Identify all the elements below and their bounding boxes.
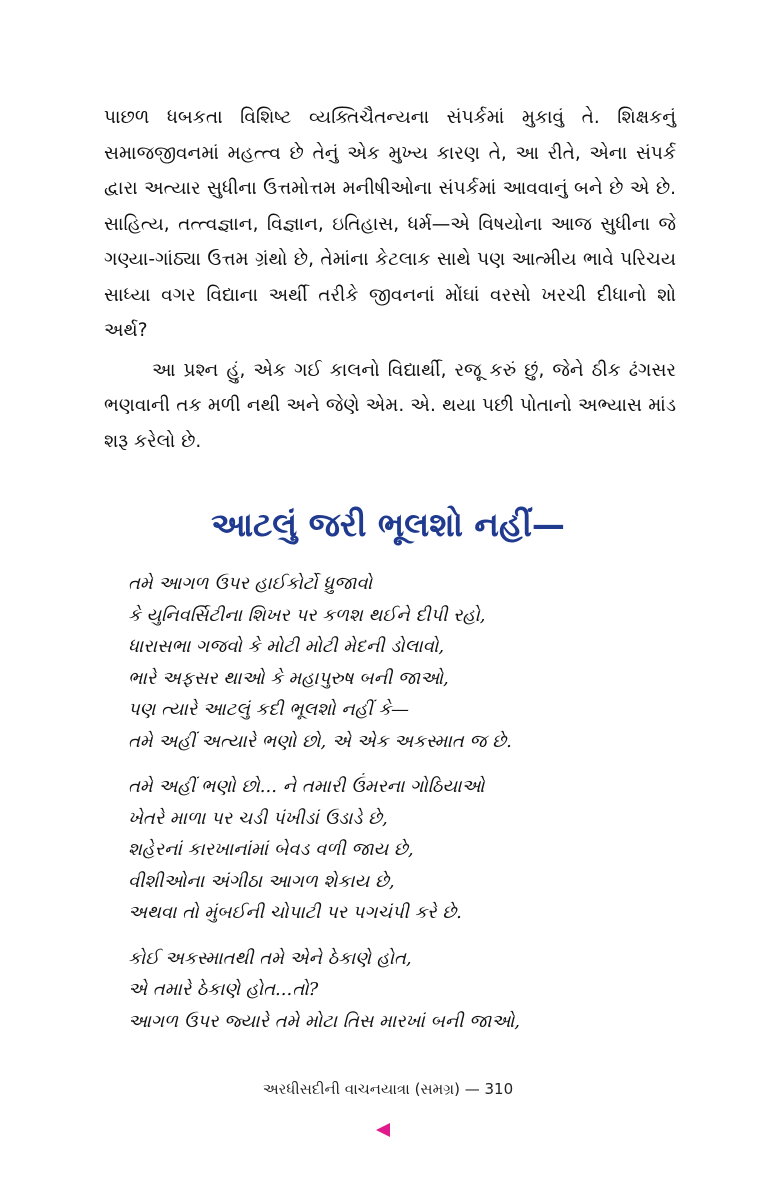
poem-line: ધારાસભા ગજવો કે મોટી મોટી મેદની ડોલાવો, [128, 636, 445, 657]
poem-stanza [128, 943, 688, 1038]
poem-line: આગળ ઉપર જ્યારે તમે મોટા તિસ મારખાં બની જાઓ, [128, 1010, 520, 1032]
poem-line: કોઈ અકસ્માતથી તમે એને ઠેકાણે હોત, [128, 947, 412, 969]
triangle-left-icon[interactable] [376, 1123, 390, 1137]
poem-line: કે યુનિવર્સિટીના શિખર પર કળશ થઈને દીપી રહો, [128, 604, 486, 626]
poem-line: તમે અહીં ભણો છો... ને તમારી ઉંમરના ગોઠિયાઓ [128, 776, 485, 797]
poem-line: ખેતરે માળા પર ચડી પંખીડાં ઉડાડે છે, [128, 807, 388, 829]
poem-line: અથવા તો મુંબઈની ચોપાટી પર પગચંપી કરે છે. [128, 902, 462, 923]
poem-line: શહેરનાં કારખાનાંમાં બેવડ વળી જાય છે, [128, 839, 414, 860]
body-text [104, 100, 676, 459]
poem [128, 568, 688, 1051]
poem-title: આટલું જરી ભૂલશો નહીં— [211, 505, 565, 544]
poem-stanza [128, 771, 688, 929]
poem-line: તમે અહીં અત્યારે ભણો છો, એ એક અકસ્માત જ છે. [128, 730, 512, 752]
paragraph: આ પ્રશ્ન હું, એક ગઈ કાલનો વિદ્યાર્થી, રજૂ કરું છું, જેને ઠીક ઢંગસર ભણવાની તક મળી નથી અને જેણે એમ. એ. થયા પછી પોતાનો અભ્યાસ માંડ શરૂ કરેલો છે. [104, 359, 676, 452]
poem-line: તમે આગળ ઉપર હાઈકોર્ટો ધ્રુજાવો [128, 573, 373, 594]
paragraph: પાછળ ધબકતા વિશિષ્ટ વ્યક્તિચૈતન્યના સંપર્કમાં મુકાવું તે. શિક્ષકનું સમાજજીવનમાં મહત્ત્વ છે તેનું એક મુખ્ય કારણ તે, આ રીતે, એના સંપર્ક દ્વારા અત્યાર સુધીના ઉત્તમોત્તમ મનીષીઓના સંપર્કમાં આવવાનું બને છે એ છે. સાહિત્ય, તત્ત્વજ્ઞાન, વિજ્ઞાન, ઇતિહાસ, ધર્મ—એ વિષયોના આજ સુધીના જે ગણ્યા-ગાંઠ્યા ઉત્તમ ગ્રંથો છે, તેમાંના કેટલાક સાથે પણ આત્મીય ભાવે પરિચય સાધ્યા વગર વિદ્યાના અર્થી તરીકે જીવનનાં મોંઘાં વરસો ખરચી દીધાનો શો અર્થ? [104, 107, 676, 341]
page-footer: અરધીસદીની વાચનયાત્રા (સમગ્ર) — 310 [262, 1080, 514, 1098]
poem-line: એ તમારે ઠેકાણે હોત...તો? [128, 979, 319, 1000]
poem-line: વીશીઓના અંગીઠા આગળ શેકાય છે, [128, 870, 395, 892]
poem-line: પણ ત્યારે આટલું કદી ભૂલશો નહીં કે— [128, 699, 410, 720]
poem-stanza [128, 568, 688, 757]
poem-line: ભારે અફસર થાઓ કે મહાપુરુષ બની જાઓ, [128, 667, 449, 689]
